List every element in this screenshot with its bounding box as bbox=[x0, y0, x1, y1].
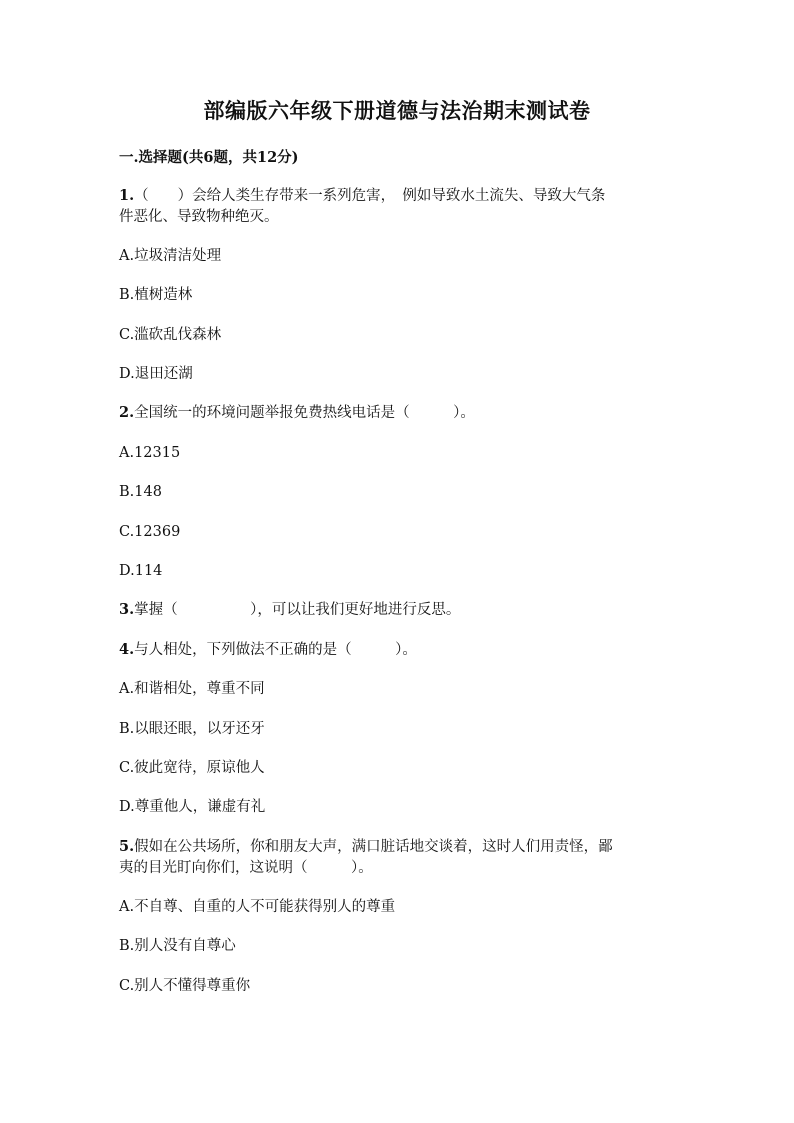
question-1 bbox=[119, 186, 679, 206]
question-1-option-c[interactable]: C.滥砍乱伐森林 bbox=[119, 327, 222, 343]
question-number: 3. bbox=[119, 601, 135, 618]
question-1-option-d[interactable]: D.退田还湖 bbox=[119, 366, 193, 382]
question-4-option-a[interactable]: A.和谐相处，尊重不同 bbox=[119, 681, 265, 697]
question-number: 5. bbox=[119, 838, 135, 855]
question-1-option-a[interactable]: A.垃圾清洁处理 bbox=[119, 248, 222, 264]
question-text: 掌握（ ），可以让我们更好地进行反思。 bbox=[134, 602, 461, 618]
question-5-option-b[interactable]: B.别人没有自尊心 bbox=[119, 938, 236, 954]
question-1-continuation: 件恶化、导致物种绝灭。 bbox=[119, 209, 279, 225]
question-4-option-d[interactable]: D.尊重他人，谦虚有礼 bbox=[119, 799, 266, 815]
question-1-option-b[interactable]: B.植树造林 bbox=[119, 287, 193, 303]
question-5-continuation: 夷的目光盯向你们，这说明（ ）。 bbox=[119, 860, 373, 876]
question-3 bbox=[119, 600, 679, 620]
question-text: 全国统一的环境问题举报免费热线电话是（ ）。 bbox=[134, 405, 475, 421]
question-number: 2. bbox=[119, 404, 135, 421]
question-2-option-c[interactable]: C.12369 bbox=[119, 524, 181, 540]
question-text: 假如在公共场所，你和朋友大声，满口脏话地交谈着，这时人们用责怪，鄙 bbox=[134, 839, 613, 855]
question-5-option-c[interactable]: C.别人不懂得尊重你 bbox=[119, 978, 251, 994]
section-heading: 一.选择题(共6题，共12分) bbox=[119, 149, 299, 166]
question-number: 4. bbox=[119, 641, 135, 658]
question-2-option-d[interactable]: D.114 bbox=[119, 563, 163, 579]
question-2-option-a[interactable]: A.12315 bbox=[119, 445, 181, 461]
question-text: 与人相处，下列做法不正确的是（ ）。 bbox=[134, 642, 417, 658]
page-title: 部编版六年级下册道德与法治期末测试卷 bbox=[203, 98, 591, 123]
question-2-option-b[interactable]: B.148 bbox=[119, 484, 162, 500]
question-4 bbox=[119, 640, 679, 660]
question-text: （ ）会给人类生存带来一系列危害， 例如导致水土流失、导致大气条 bbox=[134, 188, 606, 204]
question-5-option-a[interactable]: A.不自尊、自重的人不可能获得别人的尊重 bbox=[119, 899, 396, 915]
question-5 bbox=[119, 837, 679, 857]
question-number: 1. bbox=[119, 187, 135, 204]
question-4-option-b[interactable]: B.以眼还眼，以牙还牙 bbox=[119, 721, 265, 737]
question-2 bbox=[119, 403, 679, 423]
question-4-option-c[interactable]: C.彼此宽待，原谅他人 bbox=[119, 760, 265, 776]
